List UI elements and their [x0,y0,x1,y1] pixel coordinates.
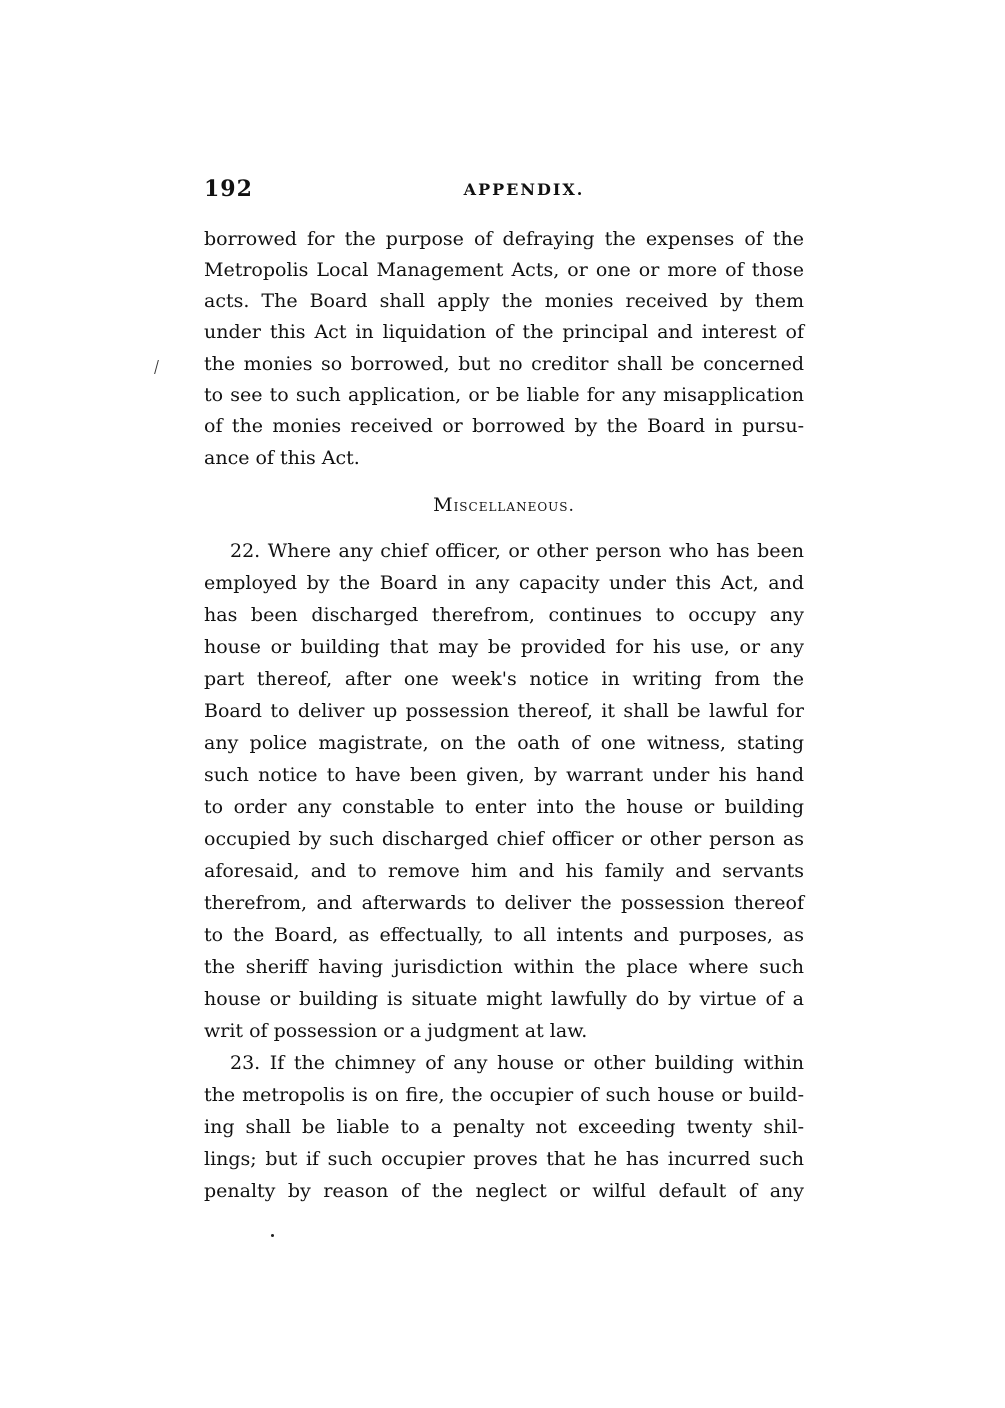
text-line: writ of possession or a judgment at law. [204,1020,588,1042]
text-line: has been discharged therefrom, continues to occupy any [204,604,804,626]
text-line: 23. If the chimney of any house or other building within [230,1052,804,1074]
text-line: part thereof, after one week's notice in writing from the [204,668,804,690]
margin-mark [154,360,167,374]
text-line: employed by the Board in any capacity under this Act, and [204,572,804,594]
text-line: of the monies received or borrowed by the Board in pursu- [204,415,804,437]
ink-speck [271,1234,274,1237]
text-line: the monies so borrowed, but no creditor shall be concerned [204,353,804,375]
text-line: 22. Where any chief officer, or other person who has been [230,540,804,562]
text-line: under this Act in liquidation of the principal and interest of [204,321,804,343]
text-line: any police magistrate, on the oath of one witness, stating [204,732,804,754]
text-line: lings; but if such occupier proves that he has incurred such [204,1148,804,1170]
text-line: house or building that may be provided for his use, or any [204,636,804,658]
text-line: house or building is situate might lawfully do by virtue of a [204,988,804,1010]
section-heading-initial: M [433,494,454,516]
text-line: occupied by such discharged chief officer or other person as [204,828,804,850]
section-heading-rest: iscellaneous. [453,496,575,516]
page-header [204,176,804,206]
text-line: Metropolis Local Management Acts, or one or more of those [204,259,804,281]
text-line: therefrom, and afterwards to deliver the possession thereof [204,892,804,914]
text-line: to the Board, as effectually, to all intents and purposes, as [204,924,804,946]
text-line: to see to such application, or be liable for any misapplication [204,384,804,406]
text-line: penalty by reason of the neglect or wilful default of any [204,1180,804,1202]
section-heading [204,494,804,516]
page-number: 192 [204,176,253,202]
text-line: the metropolis is on fire, the occupier of such house or build- [204,1084,804,1106]
text-line: aforesaid, and to remove him and his family and servants [204,860,804,882]
text-line: ance of this Act. [204,447,360,469]
text-line: borrowed for the purpose of defraying the expenses of the [204,228,804,250]
text-line: Board to deliver up possession thereof, it shall be lawful for [204,700,804,722]
text-line: ing shall be liable to a penalty not exceeding twenty shil- [204,1116,804,1138]
text-line: to order any constable to enter into the house or building [204,796,804,818]
running-head: APPENDIX. [463,180,585,199]
text-line: such notice to have been given, by warrant under his hand [204,764,804,786]
text-line: acts. The Board shall apply the monies received by them [204,290,804,312]
text-line: the sheriff having jurisdiction within the place where such [204,956,804,978]
